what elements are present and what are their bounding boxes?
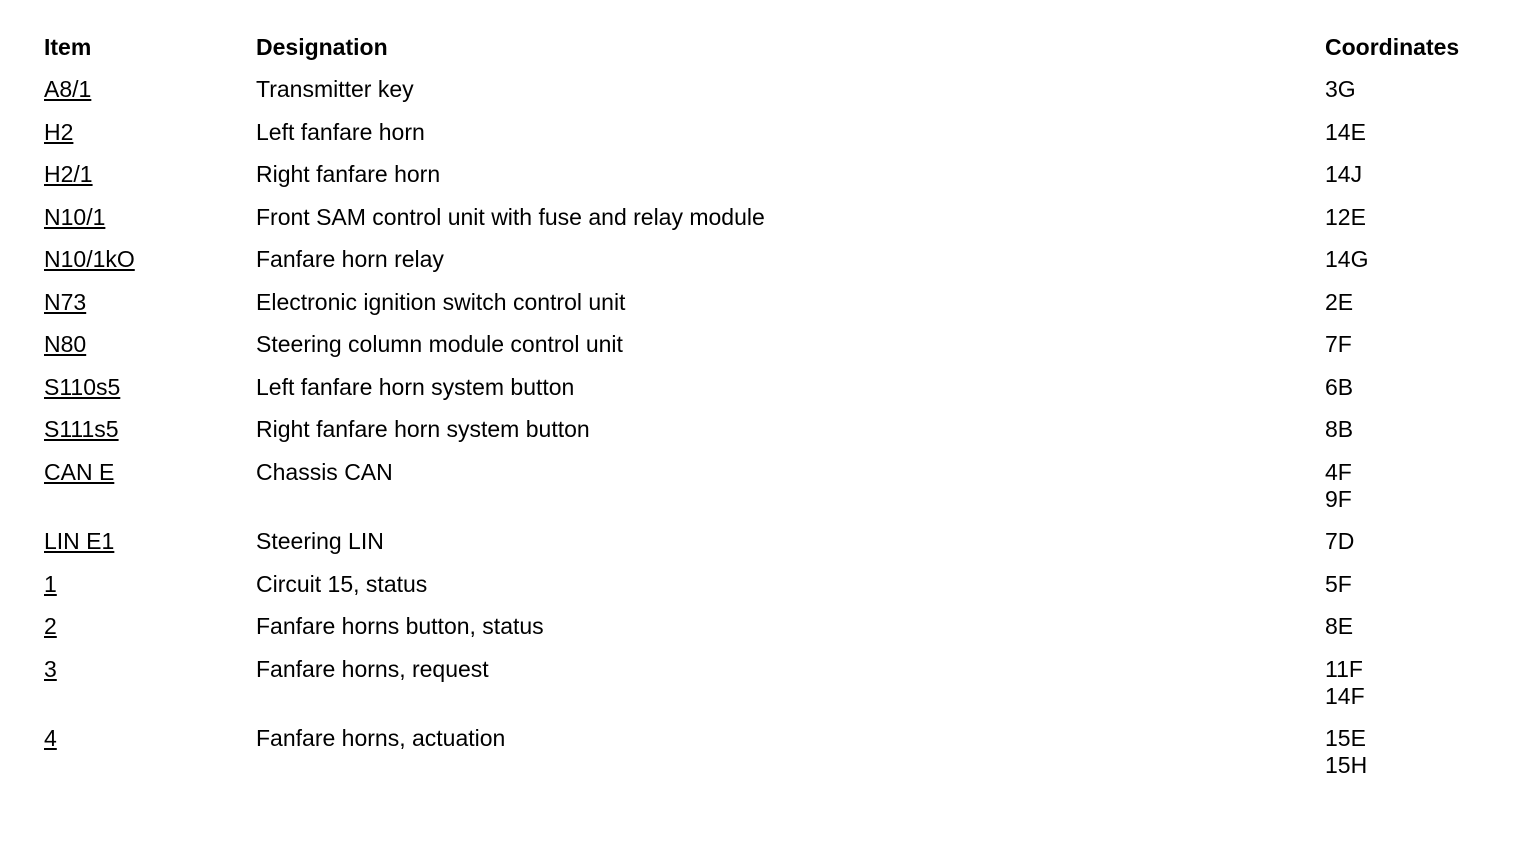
coordinate-value: 8B (1325, 416, 1354, 442)
item-cell (44, 459, 256, 486)
item-link[interactable]: N10/1kO (44, 246, 135, 272)
designation-cell: Fanfare horns, request (256, 655, 489, 682)
coordinate-value: 12E (1325, 203, 1366, 230)
table-row (44, 725, 1484, 795)
coordinate-value: 7D (1325, 528, 1355, 554)
item-link[interactable]: H2/1 (44, 161, 93, 187)
item-cell (44, 725, 256, 752)
table-row (44, 571, 1484, 614)
coordinate-value: 11F (1325, 655, 1363, 682)
coordinate-value: 3G (1325, 76, 1356, 102)
table-row (44, 613, 1484, 656)
coordinates-cell (1325, 289, 1484, 316)
item-cell (44, 374, 256, 401)
coordinates-cell (1325, 459, 1484, 513)
coordinates-cell (1325, 246, 1484, 273)
item-cell (44, 119, 256, 146)
coordinate-value: 14E (1325, 118, 1366, 145)
item-cell (44, 76, 256, 103)
coordinates-cell (1325, 571, 1484, 598)
item-cell (44, 331, 256, 358)
item-link[interactable]: S111s5 (44, 416, 119, 442)
table-row (44, 528, 1484, 571)
item-cell (44, 571, 256, 598)
designation-cell: Right fanfare horn system button (256, 416, 590, 442)
designation-cell: Chassis CAN (256, 458, 393, 485)
item-link[interactable]: LIN E1 (44, 528, 115, 554)
table-row (44, 416, 1484, 459)
coordinates-cell (1325, 613, 1484, 640)
designation-cell: Left fanfare horn system button (256, 373, 575, 400)
table-row (44, 374, 1484, 417)
designation-cell: Fanfare horn relay (256, 246, 444, 272)
coordinates-cell (1325, 204, 1484, 231)
designation-cell: Steering column module control unit (256, 331, 623, 357)
item-link[interactable]: N80 (44, 331, 87, 357)
designation-cell: Circuit 15, status (256, 570, 428, 597)
designation-cell: Transmitter key (256, 76, 414, 102)
coordinate-value: 2E (1325, 288, 1354, 315)
coordinate-value: 8E (1325, 613, 1354, 639)
item-link[interactable]: N10/1 (44, 203, 106, 230)
item-link[interactable]: H2 (44, 118, 74, 145)
designation-cell: Fanfare horns, actuation (256, 725, 506, 751)
item-link[interactable]: CAN E (44, 458, 115, 485)
coordinate-value: 5F (1325, 570, 1352, 597)
item-link[interactable]: A8/1 (44, 76, 92, 102)
item-link[interactable]: 4 (44, 725, 57, 751)
table-row (44, 246, 1484, 289)
coordinate-value: 6B (1325, 373, 1354, 400)
table-row (44, 76, 1484, 119)
table-row (44, 161, 1484, 204)
designation-cell: Electronic ignition switch control unit (256, 288, 626, 315)
table-row (44, 331, 1484, 374)
header-coordinates: Coordinates (1325, 34, 1460, 60)
table-row (44, 119, 1484, 162)
coordinates-cell (1325, 374, 1484, 401)
header-item: Item (44, 34, 92, 60)
table-row (44, 204, 1484, 247)
coordinate-value: 9F (1325, 485, 1352, 512)
item-cell (44, 528, 256, 555)
coordinates-cell (1325, 161, 1484, 188)
coordinate-value: 15E (1325, 725, 1366, 751)
table-row (44, 289, 1484, 332)
legend-header-row (44, 34, 1484, 76)
coordinates-cell (1325, 76, 1484, 103)
table-row (44, 656, 1484, 726)
item-cell (44, 246, 256, 273)
item-link[interactable]: N73 (44, 288, 87, 315)
coordinate-value: 14G (1325, 246, 1369, 272)
coordinates-cell (1325, 416, 1484, 443)
coordinates-cell (1325, 119, 1484, 146)
item-link[interactable]: 3 (44, 655, 57, 682)
designation-cell: Left fanfare horn (256, 118, 425, 145)
legend-table (44, 34, 1484, 795)
designation-cell: Front SAM control unit with fuse and relay module (256, 203, 765, 230)
coordinate-value: 4F (1325, 458, 1352, 485)
designation-cell: Steering LIN (256, 528, 384, 554)
item-link[interactable]: 2 (44, 613, 57, 639)
item-cell (44, 613, 256, 640)
item-link[interactable]: S110s5 (44, 373, 121, 400)
item-cell (44, 416, 256, 443)
coordinate-value: 15H (1325, 752, 1368, 778)
coordinate-value: 14J (1325, 161, 1363, 187)
item-cell (44, 161, 256, 188)
item-link[interactable]: 1 (44, 570, 57, 597)
table-row (44, 459, 1484, 529)
item-cell (44, 656, 256, 683)
coordinates-cell (1325, 528, 1484, 555)
item-cell (44, 289, 256, 316)
designation-cell: Right fanfare horn (256, 161, 441, 187)
coordinates-cell (1325, 725, 1484, 779)
legend-rows (44, 76, 1484, 795)
header-designation: Designation (256, 34, 388, 60)
item-cell (44, 204, 256, 231)
designation-cell: Fanfare horns button, status (256, 613, 544, 639)
coordinates-cell (1325, 331, 1484, 358)
coordinate-value: 7F (1325, 331, 1352, 357)
coordinates-cell (1325, 656, 1484, 710)
coordinate-value: 14F (1325, 682, 1365, 709)
